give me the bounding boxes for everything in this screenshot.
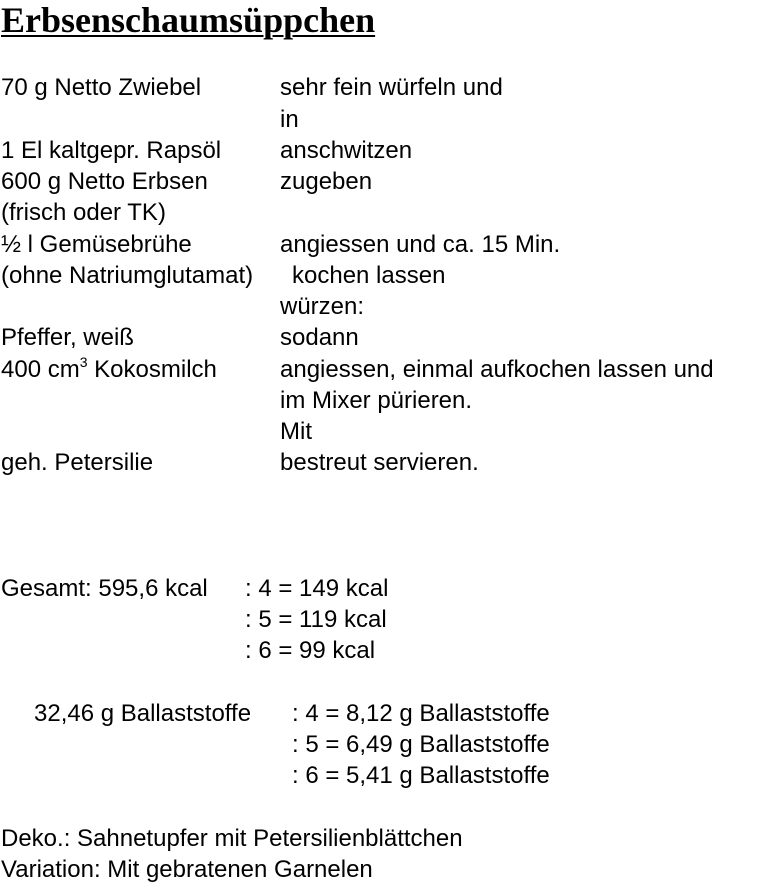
deko-note: Deko.: Sahnetupfer mit Petersilienblättchen	[1, 825, 463, 852]
ingredient-amount	[1, 356, 217, 384]
recipe-title: Erbsenschaumsüppchen	[1, 0, 376, 40]
variation-note: Variation: Mit gebratenen Garnelen	[1, 856, 373, 883]
ingredient-step: Mit	[280, 418, 312, 445]
amount-prefix: 400 cm	[1, 356, 80, 383]
ingredient-amount: (frisch oder TK)	[1, 199, 166, 226]
ingredient-amount: 600 g Netto Erbsen	[1, 168, 208, 195]
ingredient-step: im Mixer pürieren.	[280, 387, 473, 414]
ingredient-amount: geh. Petersilie	[1, 449, 154, 476]
kcal-portion: : 6 = 99 kcal	[245, 637, 376, 664]
ingredient-amount: Pfeffer, weiß	[1, 324, 134, 351]
ingredient-step: anschwitzen	[280, 137, 413, 164]
ingredient-step: bestreut servieren.	[280, 449, 479, 476]
kcal-portion: : 4 = 149 kcal	[245, 575, 389, 602]
ingredient-step: zugeben	[280, 168, 373, 195]
ingredient-amount: 1 El kaltgepr. Rapsöl	[1, 137, 222, 164]
ingredient-step: angiessen, einmal aufkochen lassen und	[280, 356, 714, 383]
amount-superscript: 3	[79, 354, 88, 370]
fiber-portion: : 4 = 8,12 g Ballaststoffe	[292, 700, 550, 727]
ingredient-amount: ½ l Gemüsebrühe	[1, 231, 192, 258]
amount-suffix: Kokosmilch	[87, 356, 217, 383]
fiber-portion: : 6 = 5,41 g Ballaststoffe	[292, 762, 550, 789]
fiber-portion: : 5 = 6,49 g Ballaststoffe	[292, 731, 550, 758]
kcal-portion: : 5 = 119 kcal	[245, 606, 387, 633]
ingredient-step: sodann	[280, 324, 359, 351]
ingredient-amount: 70 g Netto Zwiebel	[1, 74, 202, 101]
ingredient-step: angiessen und ca. 15 Min.	[280, 231, 561, 258]
kcal-total-label: Gesamt: 595,6 kcal	[1, 575, 208, 602]
ingredient-amount: (ohne Natriumglutamat)	[1, 262, 254, 289]
ingredient-step: würzen:	[280, 293, 365, 320]
ingredient-step: sehr fein würfeln und	[280, 74, 503, 101]
ingredient-step: kochen lassen	[292, 262, 446, 289]
ingredient-step: in	[280, 106, 299, 133]
fiber-total-label: 32,46 g Ballaststoffe	[34, 700, 252, 727]
